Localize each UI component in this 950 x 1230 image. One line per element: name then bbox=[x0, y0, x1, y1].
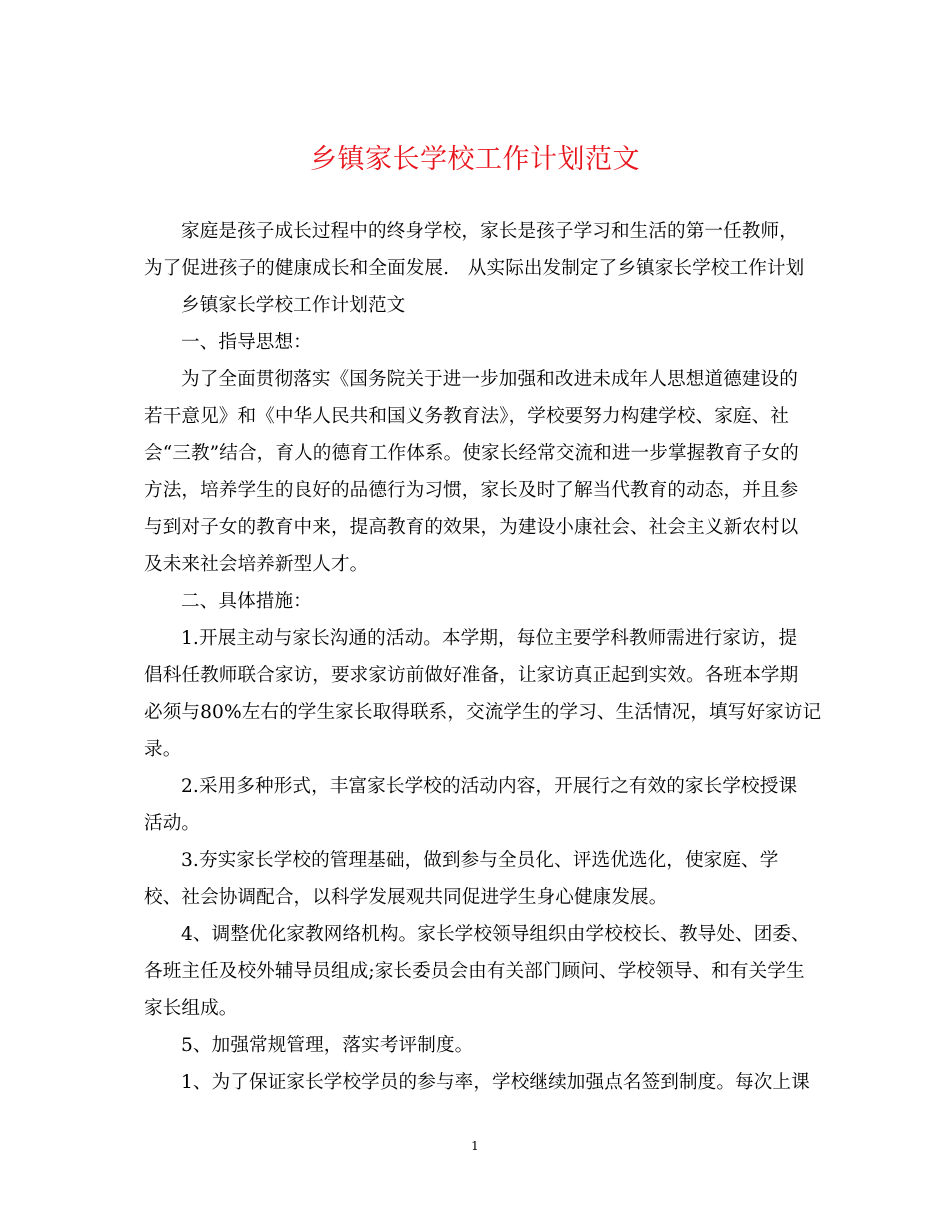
paragraph-line: 为了促进孩子的健康成长和全面发展. 从实际出发制定了乡镇家长学校工作计划 bbox=[144, 258, 805, 279]
paragraph-line: 为了全面贯彻落实《国务院关于进一步加强和改进未成年人思想道德建设的 bbox=[181, 369, 798, 390]
paragraph-line: 会“三教”结合，育人的德育工作体系。使家长经常交流和进一步掌握教育子女的 bbox=[144, 443, 799, 464]
paragraph-line: 及未来社会培养新型人才。 bbox=[144, 554, 369, 575]
paragraph-line: 方法，培养学生的良好的品德行为习惯，家长及时了解当代教育的动态，并且参 bbox=[144, 480, 799, 501]
paragraph-line: 录。 bbox=[144, 739, 182, 760]
paragraph-line: 家长组成。 bbox=[144, 998, 238, 1019]
paragraph-line: 家庭是孩子成长过程中的终身学校，家长是孩子学习和生活的第一任教师， bbox=[181, 221, 798, 242]
page-number: 1 bbox=[471, 1139, 479, 1153]
paragraph-line: 乡镇家长学校工作计划范文 bbox=[181, 295, 406, 316]
paragraph-line: 1.开展主动与家长沟通的活动。本学期，每位主要学科教师需进行家访，提 bbox=[181, 628, 798, 649]
paragraph-line: 与到对子女的教育中来，提高教育的效果，为建设小康社会、社会主义新农村以 bbox=[144, 517, 799, 538]
paragraph-line: 校、社会协调配合，以科学发展观共同促进学生身心健康发展。 bbox=[144, 887, 668, 908]
paragraph-line: 活动。 bbox=[144, 813, 201, 834]
document-title: 乡镇家长学校工作计划范文 bbox=[310, 144, 640, 175]
section-heading: 一、指导思想： bbox=[181, 332, 312, 353]
paragraph-line: 5、加强常规管理，落实考评制度。 bbox=[181, 1035, 474, 1056]
paragraph-line: 倡科任教师联合家访，要求家访前做好准备，让家访真正起到实效。各班本学期 bbox=[144, 665, 799, 686]
paragraph-line: 各班主任及校外辅导员组成;家长委员会由有关部门顾问、学校领导、和有关学生 bbox=[144, 961, 805, 982]
paragraph-line: 若干意见》和《中华人民共和国义务教育法》，学校要努力构建学校、家庭、社 bbox=[144, 406, 789, 427]
paragraph-line: 2.采用多种形式，丰富家长学校的活动内容，开展行之有效的家长学校授课 bbox=[181, 776, 798, 797]
section-heading: 二、具体措施： bbox=[181, 591, 312, 612]
paragraph-line: 4、调整优化家教网络机构。家长学校领导组织由学校校长、教导处、团委、 bbox=[181, 924, 810, 945]
paragraph-line: 3.夯实家长学校的管理基础，做到参与全员化、评选优选化，使家庭、学 bbox=[181, 850, 779, 871]
paragraph-line: 必须与80%左右的学生家长取得联系，交流学生的学习、生活情况，填写好家访记 bbox=[144, 702, 822, 723]
paragraph-line: 1、为了保证家长学校学员的参与率，学校继续加强点名签到制度。每次上课 bbox=[181, 1072, 810, 1093]
